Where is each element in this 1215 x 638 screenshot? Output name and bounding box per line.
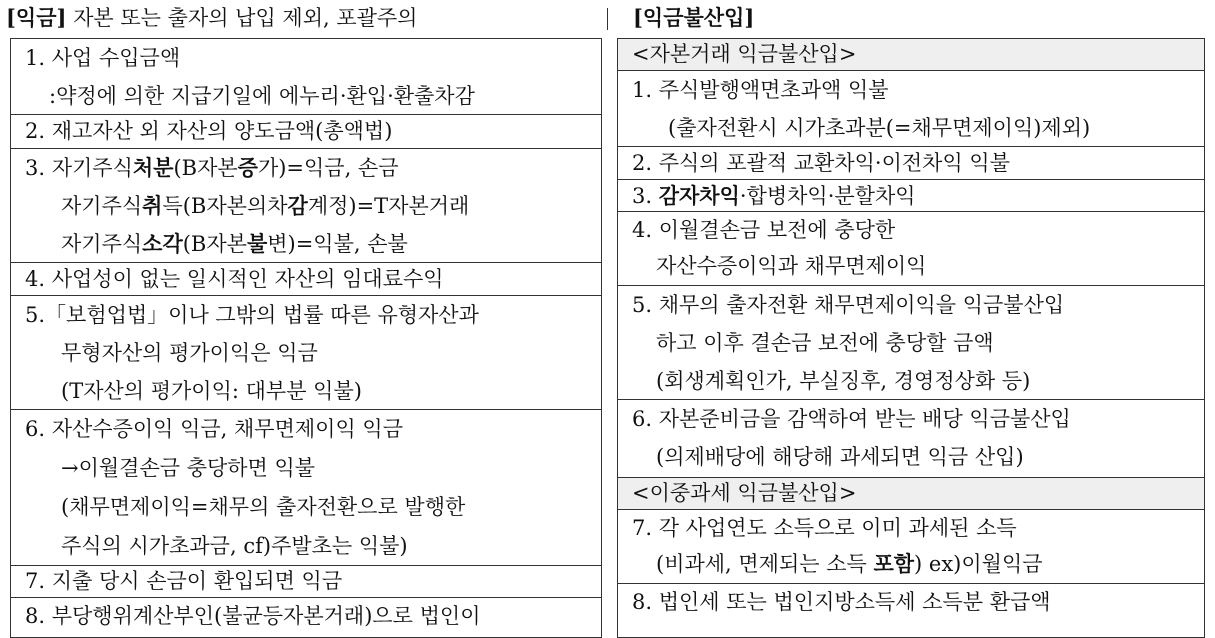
- right-heading: [익금불산입]: [633, 5, 755, 30]
- text: 변)=익불, 손불: [267, 232, 408, 256]
- text: (B자본: [173, 156, 238, 180]
- text: (비과세, 면제되는 소득: [656, 552, 874, 576]
- left-heading: [6, 4, 417, 32]
- left-heading-text: 자본 또는 출자의 납입 제외, 포괄주의: [66, 6, 418, 30]
- text: 3.: [632, 184, 659, 208]
- left-item-5: [11, 296, 601, 410]
- left-item-6-line-4: 주식의 시가초과금, cf)주발초는 익불): [61, 534, 408, 558]
- left-item-8: [11, 598, 601, 638]
- right-item-1: [618, 71, 1204, 147]
- left-item-4: [11, 263, 601, 296]
- section-capital-transactions: <자본거래 익금불산입>: [618, 39, 1204, 71]
- right-item-5-line-3: (회생계획인가, 부실징후, 경영정상화 등): [656, 369, 1031, 393]
- heading-divider: [607, 8, 608, 30]
- left-table: [10, 38, 602, 638]
- section-double-taxation: <이중과세 익금불산입>: [618, 478, 1204, 510]
- text-bold: 감: [287, 193, 308, 218]
- text-bold: 감자차익: [658, 183, 740, 208]
- right-item-5: [618, 286, 1204, 400]
- text-bold: 포함: [873, 551, 915, 576]
- right-item-4-line-1: 4. 이월결손금 보전에 충당한: [632, 218, 896, 242]
- left-item-1-line-1: 1. 사업 수입금액: [25, 46, 181, 70]
- text-bold: 취: [142, 193, 163, 218]
- text: ) ex)이월익금: [914, 552, 1043, 576]
- left-item-1: [11, 39, 601, 115]
- right-item-8-line-1: 8. 법인세 또는 법인지방소득세 소득분 환급액: [632, 590, 1051, 614]
- left-item-5-line-3: (T자산의 평가이익: 대부분 익불): [61, 379, 362, 403]
- left-item-3-line-2: [25, 187, 601, 225]
- right-table: [617, 38, 1205, 638]
- right-item-2-line-1: 2. 주식의 포괄적 교환차익·이전차익 익불: [632, 151, 1010, 175]
- left-item-7: [11, 566, 601, 598]
- right-item-8: [618, 584, 1204, 624]
- right-item-6: [618, 400, 1204, 478]
- right-item-6-line-2: (의제배당에 해당해 과세되면 익금 산입): [656, 445, 1024, 469]
- text: ·합병차익·분할차익: [739, 184, 916, 208]
- left-item-3-line-1: [25, 149, 601, 187]
- left-item-2-line-1: 2. 재고자산 외 자산의 양도금액(총액법): [25, 119, 393, 143]
- left-item-5-line-2: 무형자산의 평가이익은 익금: [61, 341, 318, 365]
- left-item-7-line-1: 7. 지출 당시 손금이 환입되면 익금: [25, 569, 343, 593]
- text-bold: 소각: [142, 231, 183, 256]
- right-item-7: [618, 510, 1204, 584]
- text: 득(B자본의차: [162, 194, 288, 218]
- left-item-3: [11, 149, 601, 263]
- text: 3. 자기주식: [25, 156, 133, 180]
- right-item-6-line-1: 6. 자본준비금을 감액하여 받는 배당 익금불산입: [632, 407, 1071, 431]
- left-item-8-line-1: 8. 부당행위계산부인(불균등자본거래)으로 법인이: [25, 604, 481, 628]
- left-item-4-line-1: 4. 사업성이 없는 일시적인 자산의 임대료수익: [25, 267, 444, 291]
- left-item-2: [11, 115, 601, 149]
- text: 계정)=T자본거래: [307, 194, 470, 218]
- right-item-4: [618, 212, 1204, 286]
- right-item-1-line-1: 1. 주식발행액면초과액 익불: [632, 78, 889, 102]
- right-item-5-line-1: 5. 채무의 출자전환 채무면제이익을 익금불산입: [632, 293, 1065, 317]
- right-item-7-line-1: 7. 각 사업연도 소득으로 이미 과세된 소득: [632, 516, 1017, 540]
- text: 가)=익금, 손금: [257, 156, 399, 180]
- right-item-3-line-1: [632, 180, 1204, 212]
- left-item-6-line-3: (채무면제이익=채무의 출자전환으로 발행한: [61, 495, 466, 519]
- left-heading-tag: [익금]: [6, 5, 67, 30]
- right-item-7-line-2: [632, 546, 1204, 582]
- text: (B자본: [182, 232, 247, 256]
- left-item-6-line-2: →이월결손금 충당하면 익불: [61, 456, 316, 480]
- text-bold: 증: [237, 155, 258, 180]
- text: 자기주식: [61, 194, 143, 218]
- left-item-1-line-2: :약정에 의한 지급기일에 에누리·환입·환출차감: [49, 84, 475, 108]
- left-item-5-line-1: 5.「보험업법」이나 그밖의 법률 따른 유형자산과: [25, 303, 479, 327]
- right-item-2: [618, 147, 1204, 180]
- left-item-6: [11, 410, 601, 566]
- text: 자기주식: [61, 232, 143, 256]
- right-item-5-line-2: 하고 이후 결손금 보전에 충당할 금액: [656, 331, 994, 355]
- text-bold: 처분: [132, 155, 174, 180]
- right-item-3: [618, 180, 1204, 212]
- text-bold: 불: [246, 231, 268, 256]
- left-item-3-line-3: [25, 225, 601, 263]
- left-item-6-line-1: 6. 자산수증이익 익금, 채무면제이익 익금: [25, 417, 403, 441]
- right-item-1-line-2: (출자전환시 시가초과분(=채무면제이익)제외): [668, 116, 1091, 140]
- right-item-4-line-2: 자산수증이익과 채무면제이익: [656, 254, 927, 278]
